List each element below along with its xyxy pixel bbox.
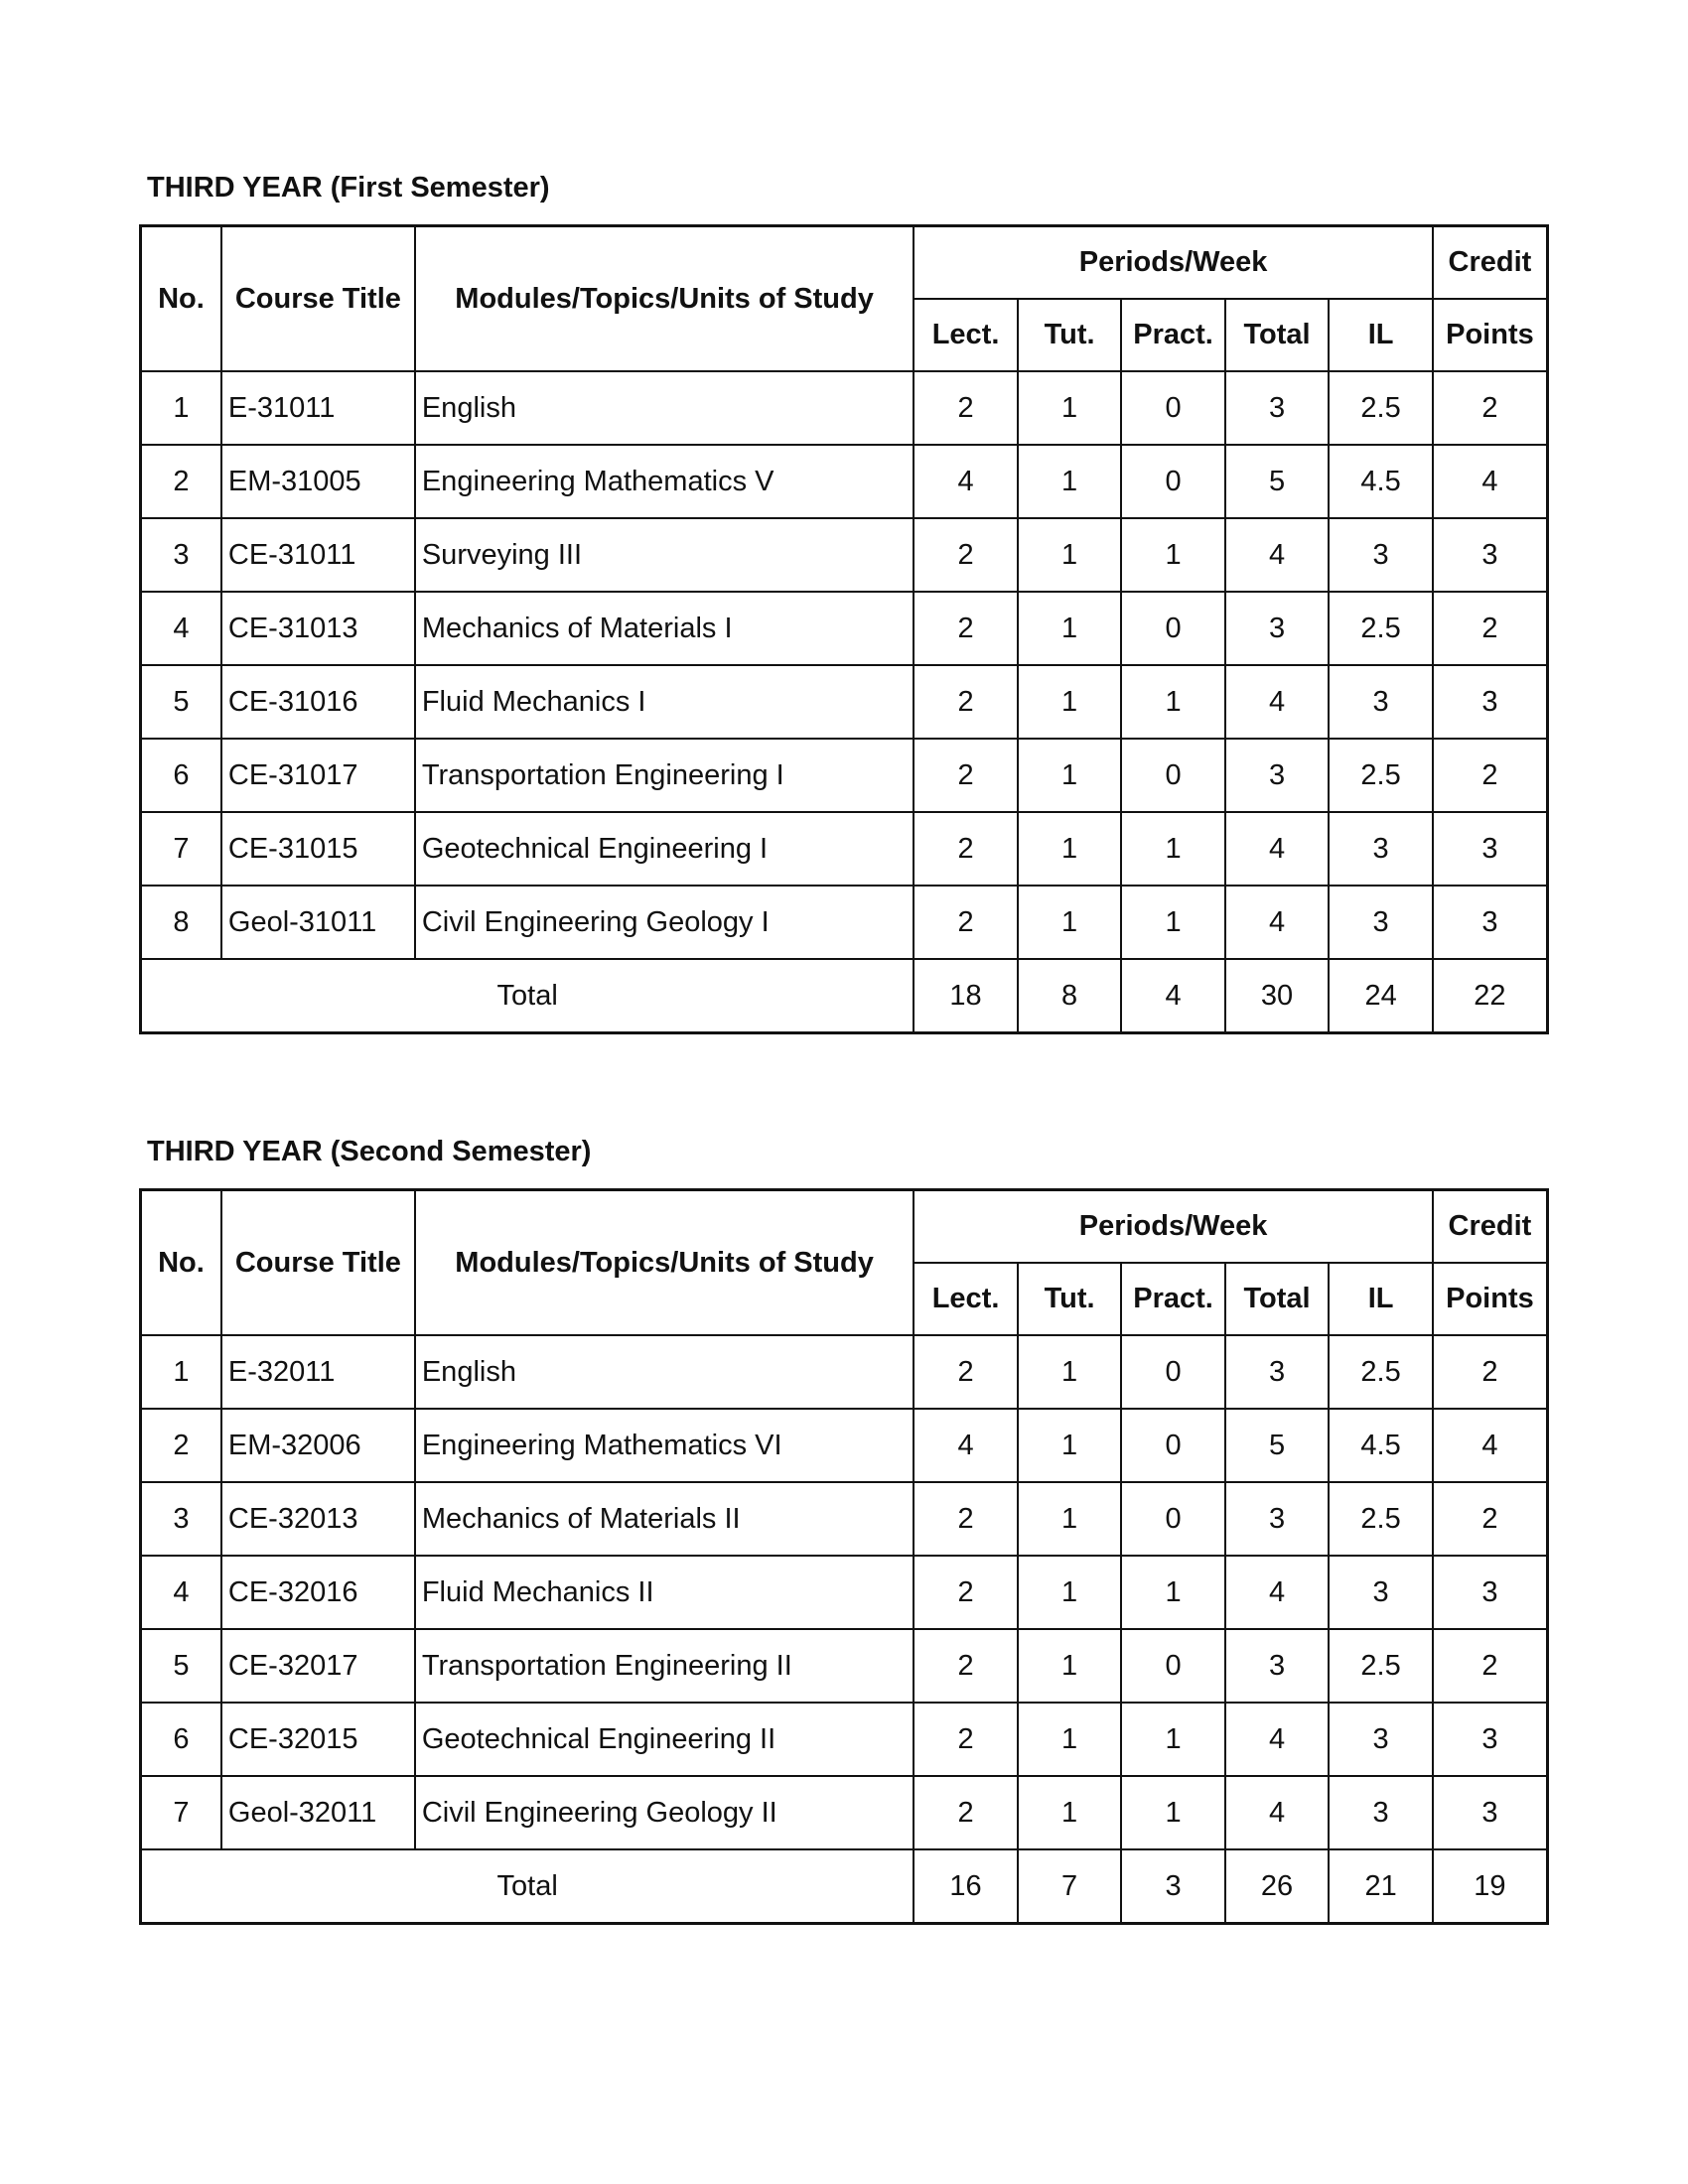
cell-course-code: Geol-31011: [221, 886, 415, 959]
total-tut: 7: [1018, 1849, 1122, 1924]
cell-credit: 3: [1433, 1703, 1548, 1776]
cell-credit: 3: [1433, 886, 1548, 959]
header-lect: Lect.: [914, 1263, 1018, 1335]
cell-total: 3: [1225, 371, 1330, 445]
cell-no: 3: [141, 518, 221, 592]
cell-module-title: Civil Engineering Geology I: [415, 886, 914, 959]
header-course-title: Course Title: [221, 226, 415, 372]
cell-no: 5: [141, 665, 221, 739]
cell-course-code: CE-31013: [221, 592, 415, 665]
cell-il: 3: [1329, 518, 1433, 592]
cell-il: 2.5: [1329, 371, 1433, 445]
header-no: No.: [141, 226, 221, 372]
cell-lect: 2: [914, 1629, 1018, 1703]
cell-tut: 1: [1018, 1335, 1122, 1409]
cell-tut: 1: [1018, 371, 1122, 445]
cell-il: 3: [1329, 1776, 1433, 1849]
cell-module-title: English: [415, 1335, 914, 1409]
table-row: [141, 812, 1548, 886]
cell-pract: 1: [1121, 1776, 1225, 1849]
cell-no: 7: [141, 1776, 221, 1849]
cell-tut: 1: [1018, 592, 1122, 665]
header-course-title: Course Title: [221, 1190, 415, 1336]
cell-tut: 1: [1018, 1556, 1122, 1629]
cell-lect: 2: [914, 1556, 1018, 1629]
course-table: [139, 224, 1549, 1034]
cell-credit: 4: [1433, 445, 1548, 518]
header-periods-week: Periods/Week: [914, 1190, 1433, 1264]
cell-il: 3: [1329, 665, 1433, 739]
cell-total: 4: [1225, 518, 1330, 592]
cell-pract: 0: [1121, 1629, 1225, 1703]
cell-module-title: Geotechnical Engineering I: [415, 812, 914, 886]
total-row: [141, 1849, 1548, 1924]
total-il: 24: [1329, 959, 1433, 1033]
cell-course-code: E-32011: [221, 1335, 415, 1409]
cell-credit: 2: [1433, 739, 1548, 812]
header-total: Total: [1225, 1263, 1330, 1335]
cell-total: 4: [1225, 665, 1330, 739]
cell-no: 4: [141, 592, 221, 665]
header-tut: Tut.: [1018, 1263, 1122, 1335]
cell-credit: 3: [1433, 1776, 1548, 1849]
total-lect: 16: [914, 1849, 1018, 1924]
cell-no: 3: [141, 1482, 221, 1556]
header-credit: Credit: [1433, 1190, 1548, 1264]
total-label: Total: [141, 1849, 914, 1924]
first-semester-section: [139, 167, 1549, 1034]
cell-course-code: CE-32017: [221, 1629, 415, 1703]
cell-module-title: Transportation Engineering II: [415, 1629, 914, 1703]
header-tut: Tut.: [1018, 299, 1122, 371]
cell-total: 3: [1225, 1482, 1330, 1556]
cell-tut: 1: [1018, 1409, 1122, 1482]
cell-module-title: English: [415, 371, 914, 445]
cell-total: 5: [1225, 445, 1330, 518]
cell-no: 1: [141, 371, 221, 445]
cell-course-code: CE-31011: [221, 518, 415, 592]
cell-lect: 2: [914, 1776, 1018, 1849]
header-il: IL: [1329, 1263, 1433, 1335]
cell-total: 3: [1225, 1335, 1330, 1409]
table-row: [141, 592, 1548, 665]
cell-module-title: Geotechnical Engineering II: [415, 1703, 914, 1776]
cell-credit: 3: [1433, 812, 1548, 886]
cell-il: 3: [1329, 1556, 1433, 1629]
table-row: [141, 665, 1548, 739]
total-il: 21: [1329, 1849, 1433, 1924]
cell-credit: 3: [1433, 665, 1548, 739]
cell-pract: 1: [1121, 518, 1225, 592]
cell-credit: 2: [1433, 371, 1548, 445]
cell-no: 4: [141, 1556, 221, 1629]
header-modules: Modules/Topics/Units of Study: [415, 1190, 914, 1336]
cell-lect: 2: [914, 812, 1018, 886]
header-modules: Modules/Topics/Units of Study: [415, 226, 914, 372]
cell-credit: 3: [1433, 518, 1548, 592]
cell-module-title: Transportation Engineering I: [415, 739, 914, 812]
header-credit: Credit: [1433, 226, 1548, 300]
section-title: THIRD YEAR (Second Semester): [147, 1136, 592, 1167]
cell-tut: 1: [1018, 739, 1122, 812]
cell-tut: 1: [1018, 445, 1122, 518]
cell-course-code: Geol-32011: [221, 1776, 415, 1849]
cell-il: 2.5: [1329, 592, 1433, 665]
cell-tut: 1: [1018, 886, 1122, 959]
total-total: 30: [1225, 959, 1330, 1033]
cell-no: 2: [141, 1409, 221, 1482]
cell-pract: 0: [1121, 1409, 1225, 1482]
header-no: No.: [141, 1190, 221, 1336]
cell-pract: 0: [1121, 445, 1225, 518]
cell-no: 1: [141, 1335, 221, 1409]
total-row: [141, 959, 1548, 1033]
table-row: [141, 1409, 1548, 1482]
cell-pract: 0: [1121, 739, 1225, 812]
cell-lect: 2: [914, 518, 1018, 592]
cell-lect: 2: [914, 886, 1018, 959]
total-lect: 18: [914, 959, 1018, 1033]
table-row: [141, 445, 1548, 518]
cell-pract: 0: [1121, 1482, 1225, 1556]
header-pract: Pract.: [1121, 299, 1225, 371]
cell-tut: 1: [1018, 1703, 1122, 1776]
header-lect: Lect.: [914, 299, 1018, 371]
cell-tut: 1: [1018, 812, 1122, 886]
cell-course-code: CE-32013: [221, 1482, 415, 1556]
header-il: IL: [1329, 299, 1433, 371]
cell-tut: 1: [1018, 1629, 1122, 1703]
cell-course-code: EM-31005: [221, 445, 415, 518]
cell-tut: 1: [1018, 518, 1122, 592]
cell-course-code: CE-31015: [221, 812, 415, 886]
cell-credit: 4: [1433, 1409, 1548, 1482]
cell-lect: 2: [914, 1703, 1018, 1776]
cell-pract: 1: [1121, 886, 1225, 959]
cell-credit: 2: [1433, 1335, 1548, 1409]
cell-no: 7: [141, 812, 221, 886]
cell-credit: 2: [1433, 592, 1548, 665]
cell-il: 2.5: [1329, 1629, 1433, 1703]
cell-pract: 0: [1121, 1335, 1225, 1409]
cell-total: 4: [1225, 1776, 1330, 1849]
cell-module-title: Civil Engineering Geology II: [415, 1776, 914, 1849]
cell-il: 3: [1329, 812, 1433, 886]
cell-total: 3: [1225, 1629, 1330, 1703]
table-row: [141, 1335, 1548, 1409]
cell-pract: 0: [1121, 592, 1225, 665]
cell-module-title: Mechanics of Materials II: [415, 1482, 914, 1556]
total-credit: 22: [1433, 959, 1548, 1033]
cell-tut: 1: [1018, 665, 1122, 739]
cell-no: 2: [141, 445, 221, 518]
cell-tut: 1: [1018, 1776, 1122, 1849]
cell-total: 3: [1225, 592, 1330, 665]
cell-pract: 1: [1121, 1703, 1225, 1776]
cell-lect: 2: [914, 371, 1018, 445]
cell-module-title: Fluid Mechanics I: [415, 665, 914, 739]
cell-no: 6: [141, 739, 221, 812]
cell-no: 8: [141, 886, 221, 959]
cell-il: 2.5: [1329, 1482, 1433, 1556]
table-row: [141, 371, 1548, 445]
cell-module-title: Mechanics of Materials I: [415, 592, 914, 665]
table-row: [141, 1776, 1548, 1849]
cell-credit: 2: [1433, 1629, 1548, 1703]
cell-total: 4: [1225, 1703, 1330, 1776]
cell-credit: 2: [1433, 1482, 1548, 1556]
cell-credit: 3: [1433, 1556, 1548, 1629]
cell-no: 6: [141, 1703, 221, 1776]
header-periods-week: Periods/Week: [914, 226, 1433, 300]
cell-il: 2.5: [1329, 739, 1433, 812]
cell-il: 4.5: [1329, 445, 1433, 518]
cell-pract: 1: [1121, 812, 1225, 886]
total-tut: 8: [1018, 959, 1122, 1033]
cell-total: 4: [1225, 1556, 1330, 1629]
cell-lect: 2: [914, 665, 1018, 739]
cell-course-code: EM-32006: [221, 1409, 415, 1482]
cell-course-code: CE-31016: [221, 665, 415, 739]
cell-lect: 2: [914, 1335, 1018, 1409]
cell-course-code: CE-31017: [221, 739, 415, 812]
table-row: [141, 1482, 1548, 1556]
cell-course-code: E-31011: [221, 371, 415, 445]
cell-total: 5: [1225, 1409, 1330, 1482]
table-row: [141, 739, 1548, 812]
total-credit: 19: [1433, 1849, 1548, 1924]
total-pract: 3: [1121, 1849, 1225, 1924]
cell-il: 4.5: [1329, 1409, 1433, 1482]
cell-course-code: CE-32015: [221, 1703, 415, 1776]
header-total: Total: [1225, 299, 1330, 371]
cell-total: 4: [1225, 886, 1330, 959]
table-row: [141, 886, 1548, 959]
cell-tut: 1: [1018, 1482, 1122, 1556]
cell-course-code: CE-32016: [221, 1556, 415, 1629]
cell-total: 4: [1225, 812, 1330, 886]
cell-lect: 4: [914, 1409, 1018, 1482]
cell-il: 3: [1329, 1703, 1433, 1776]
cell-pract: 1: [1121, 1556, 1225, 1629]
table-row: [141, 518, 1548, 592]
cell-module-title: Engineering Mathematics VI: [415, 1409, 914, 1482]
table-row: [141, 1629, 1548, 1703]
cell-no: 5: [141, 1629, 221, 1703]
cell-pract: 0: [1121, 371, 1225, 445]
second-semester-section: [139, 1131, 1549, 1925]
cell-module-title: Engineering Mathematics V: [415, 445, 914, 518]
cell-pract: 1: [1121, 665, 1225, 739]
course-table: [139, 1188, 1549, 1925]
cell-lect: 2: [914, 739, 1018, 812]
cell-module-title: Fluid Mechanics II: [415, 1556, 914, 1629]
cell-lect: 2: [914, 592, 1018, 665]
total-total: 26: [1225, 1849, 1330, 1924]
total-pract: 4: [1121, 959, 1225, 1033]
cell-il: 3: [1329, 886, 1433, 959]
cell-lect: 4: [914, 445, 1018, 518]
cell-module-title: Surveying III: [415, 518, 914, 592]
header-points: Points: [1433, 299, 1548, 371]
section-title: THIRD YEAR (First Semester): [147, 172, 550, 204]
table-row: [141, 1556, 1548, 1629]
header-pract: Pract.: [1121, 1263, 1225, 1335]
cell-il: 2.5: [1329, 1335, 1433, 1409]
total-label: Total: [141, 959, 914, 1033]
table-row: [141, 1703, 1548, 1776]
cell-total: 3: [1225, 739, 1330, 812]
cell-lect: 2: [914, 1482, 1018, 1556]
header-points: Points: [1433, 1263, 1548, 1335]
